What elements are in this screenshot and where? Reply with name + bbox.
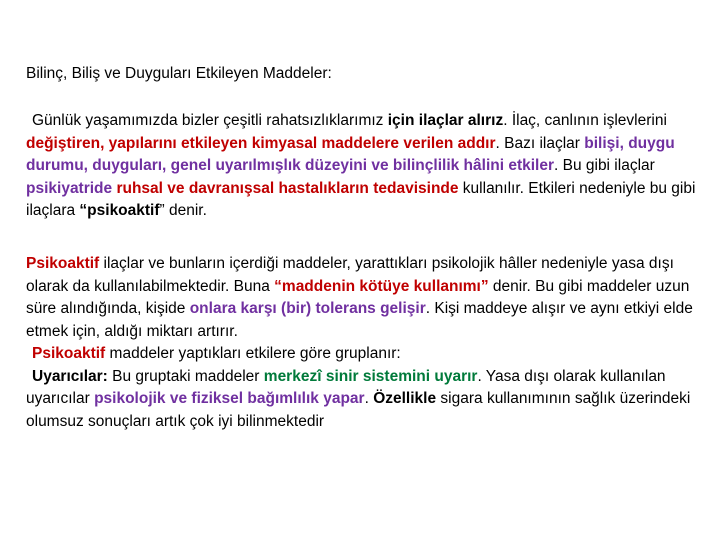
text-span: . (364, 390, 374, 407)
text-span-red-bold: değiştiren, yapılarını etkileyen kimyasal maddelere verilen addır (26, 134, 496, 152)
text-span-red-bold: tedavisinde (373, 179, 459, 197)
text-span: . Yasa dışı olarak kullanılan uyarıcılar (26, 367, 666, 407)
text-span: . İlaç, canlının işlevlerini (503, 112, 667, 129)
slide-title: Bilinç, Biliş ve Duyguları Etkileyen Maddeler: (26, 65, 332, 82)
text-span-purple-bold: onlara karşı (bir) tolerans gelişir (189, 300, 426, 317)
text-span-bold: Özellikle (373, 390, 437, 407)
text-span-red-bold: Psikoaktif (26, 255, 100, 272)
text-span: ilaçlar ve bunların içerdiği maddeler, yarattıkları psikolojik hâller nedeniyle yasa dışı olarak da kullanılabilmektedir. Buna (26, 255, 674, 295)
text-span: Bu gruptaki maddeler (107, 367, 264, 385)
text-span-bold: için ilaçlar alırız (387, 112, 504, 129)
text-span-bold: “psikoaktif (79, 202, 160, 219)
paragraph-intro (26, 110, 696, 223)
text-span: ” denir. (159, 202, 207, 219)
text-span: sigara kullanımının sağlık üzerindeki olumsuz sonuçları artık çok iyi bilinmektedir (26, 390, 691, 430)
text-span-purple-bold: psikiyatride (26, 179, 113, 197)
text-span-bold: Uyarıcılar: (32, 367, 108, 385)
text-span-red-bold: Psikoaktif (32, 345, 106, 362)
text-span-red-bold: “maddenin kötüye kullanımı” (274, 277, 489, 295)
text-span: denir. Bu gibi maddeler uzun süre alındığında, kişide (26, 277, 690, 317)
text-span: Günlük yaşamımızda bizler çeşitli rahatsızlıklarımız (32, 112, 388, 129)
text-span-purple-bold: bilişi, duygu durumu, duyguları, genel uyarılmışlık düzeyini ve bilinçlilik hâlini etkiler (26, 134, 675, 174)
text-span-green-bold: merkezî sinir sistemini uyarır (263, 367, 478, 385)
text-span-purple-bold: psikolojik ve fiziksel bağımlılık yapar (94, 390, 365, 407)
text-span-red-bold: ruhsal ve davranışsal hastalıkların (116, 179, 369, 197)
paragraph-psychoactive (26, 253, 696, 433)
text-span: kullanılır. Etkileri nedeniyle bu gibi ilaçlara (26, 179, 696, 219)
text-span: . Bu gibi ilaçlar (554, 157, 655, 174)
text-span: . Kişi maddeye alışır ve aynı etkiyi elde etmek için, aldığı miktarı artırır. (26, 300, 693, 340)
text-span: . Bazı ilaçlar (495, 134, 585, 152)
text-span: maddeler yaptıkları etkilere göre gruplanır: (105, 345, 401, 362)
